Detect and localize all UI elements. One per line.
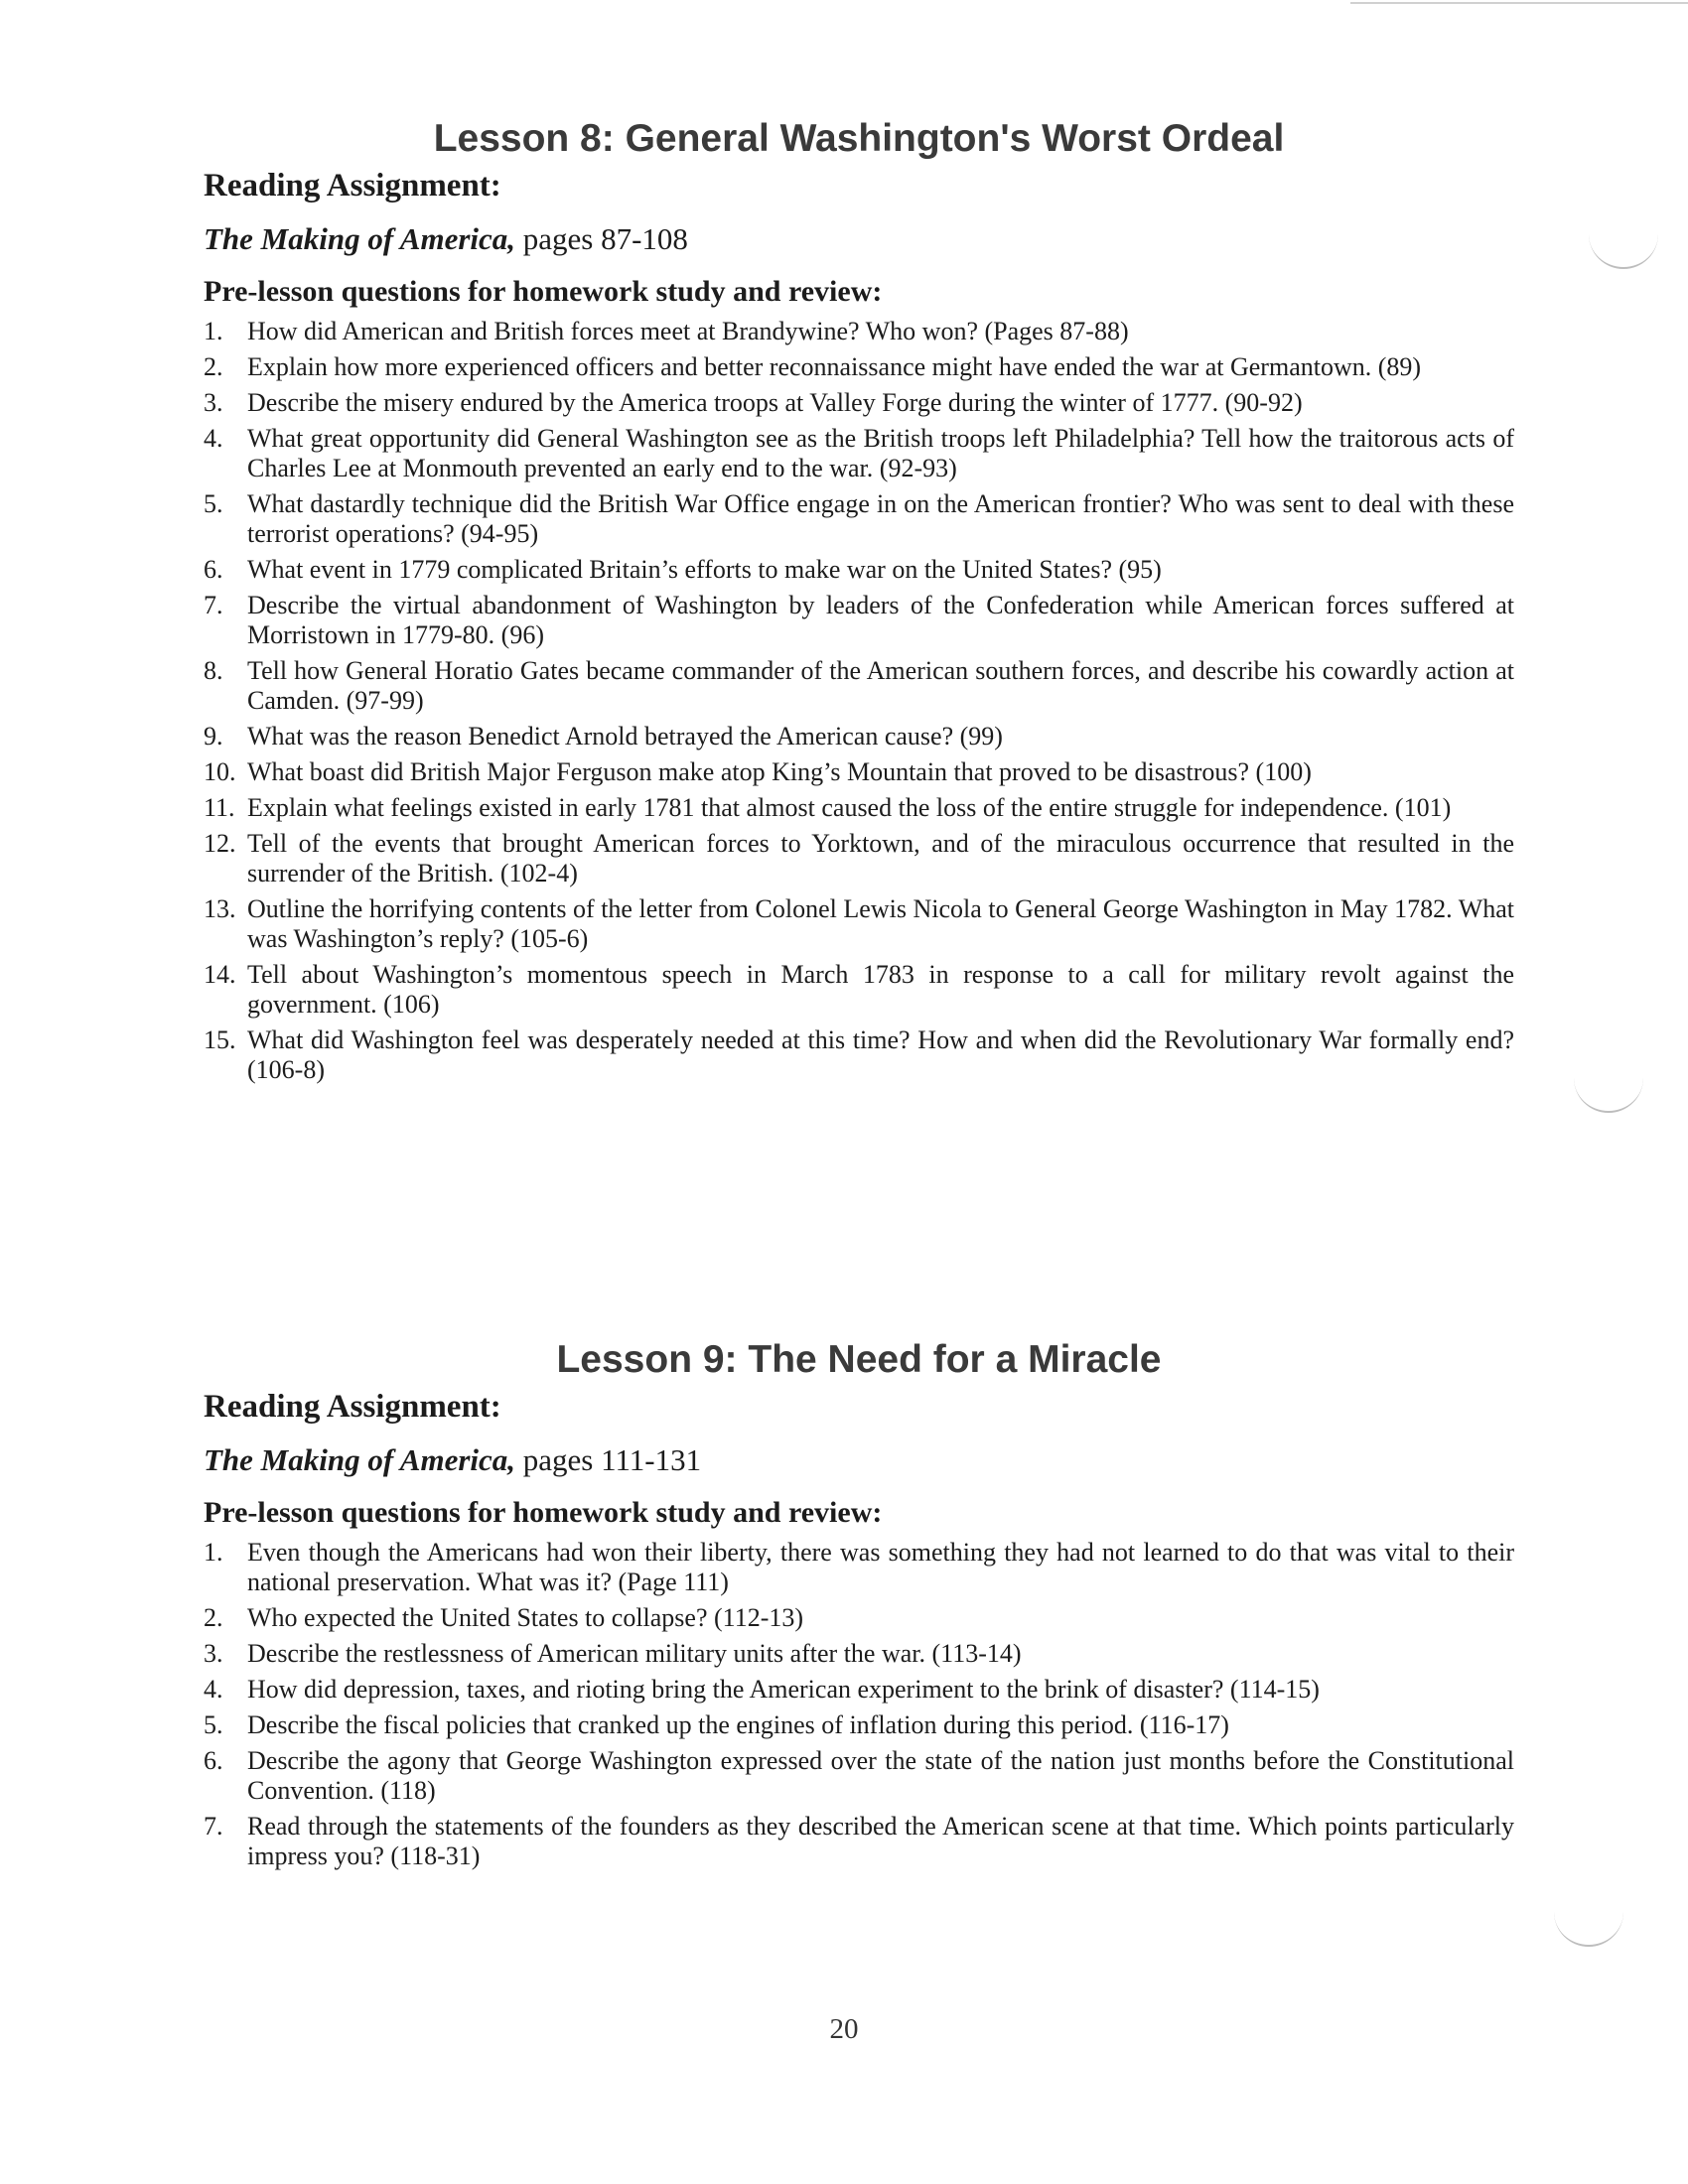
question-number: 5. — [204, 488, 223, 518]
question-item — [204, 1538, 1514, 1597]
question-number: 5. — [204, 1709, 223, 1739]
question-text: Explain how more experienced officers and better reconnaissance might have ended the war at Germantown. (89) — [247, 351, 1422, 381]
question-item — [204, 388, 1514, 418]
question-item — [204, 960, 1514, 1020]
lesson-8-section — [204, 117, 1514, 1091]
lesson-9-title: Lesson 9: The Need for a Miracle — [556, 1338, 1162, 1381]
lesson-9-reading-heading: Reading Assignment: — [204, 1388, 501, 1425]
question-number: 1. — [204, 1537, 223, 1567]
question-text: Even though the Americans had won their liberty, there was something they had not learned to do that was vital to their national preservation. What was it? (Page 111) — [247, 1537, 1514, 1596]
question-number: 8. — [204, 655, 223, 685]
question-number: 14. — [204, 959, 236, 989]
question-text: Describe the misery endured by the America troops at Valley Forge during the winter of 1777. (90-92) — [247, 387, 1303, 417]
question-item — [204, 352, 1514, 382]
question-number: 4. — [204, 1674, 223, 1704]
question-text: Tell about Washington’s momentous speech in March 1783 in response to a call for military revolt against the government. (106) — [247, 959, 1514, 1019]
question-number: 1. — [204, 316, 223, 345]
lesson-9-question-list — [204, 1538, 1514, 1871]
lesson-8-title: Lesson 8: General Washington's Worst Ordeal — [433, 117, 1285, 160]
question-text: What great opportunity did General Washington see as the British troops left Philadelphia? Tell how the traitorous acts of Charles Lee at Monmouth prevented an early end to the war. (92-93) — [247, 423, 1514, 482]
question-number: 3. — [204, 387, 223, 417]
lesson-8-prelesson-heading: Pre-lesson questions for homework study and review: — [204, 274, 883, 308]
punch-hole-bottom — [1554, 1911, 1623, 1947]
question-number: 9. — [204, 721, 223, 751]
punch-hole-middle — [1574, 1077, 1643, 1113]
question-number: 2. — [204, 1602, 223, 1632]
question-item — [204, 555, 1514, 585]
question-item — [204, 757, 1514, 787]
question-number: 6. — [204, 554, 223, 584]
question-text: Explain what feelings existed in early 1781 that almost caused the loss of the entire struggle for independence. (101) — [247, 792, 1452, 822]
punch-hole-top — [1589, 233, 1658, 269]
question-item — [204, 1746, 1514, 1806]
question-number: 7. — [204, 590, 223, 619]
question-text: What event in 1779 complicated Britain’s efforts to make war on the United States? (95) — [247, 554, 1162, 584]
question-text: How did depression, taxes, and rioting bring the American experiment to the brink of disaster? (114-15) — [247, 1674, 1320, 1704]
question-item — [204, 1812, 1514, 1871]
question-item — [204, 489, 1514, 549]
question-text: What did Washington feel was desperately needed at this time? How and when did the Revolutionary War formally end? (106-8) — [247, 1024, 1514, 1084]
question-item — [204, 656, 1514, 716]
question-text: Read through the statements of the founders as they described the American scene at that time. Which points particularly impress you? (118-31) — [247, 1811, 1514, 1870]
question-item — [204, 829, 1514, 888]
question-item — [204, 1675, 1514, 1705]
question-text: What was the reason Benedict Arnold betrayed the American cause? (99) — [247, 721, 1003, 751]
question-number: 13. — [204, 893, 236, 923]
lesson-9-section — [204, 1338, 1514, 1877]
question-item — [204, 1603, 1514, 1633]
question-text: Describe the fiscal policies that cranked up the engines of inflation during this period. (116-17) — [247, 1709, 1229, 1739]
question-text: Outline the horrifying contents of the letter from Colonel Lewis Nicola to General George Washington in May 1782. What was Washington’s reply? (105-6) — [247, 893, 1514, 953]
lesson-9-pages: pages 111-131 — [515, 1442, 702, 1478]
lesson-9-prelesson-heading: Pre-lesson questions for homework study and review: — [204, 1495, 883, 1529]
question-number: 10. — [204, 756, 236, 786]
question-item — [204, 424, 1514, 483]
question-item — [204, 722, 1514, 751]
lesson-9-reading-line — [204, 1440, 1514, 1480]
question-text: Describe the agony that George Washington expressed over the state of the nation just months before the Constitutional Convention. (118) — [247, 1745, 1514, 1805]
question-number: 3. — [204, 1638, 223, 1668]
lesson-8-book-title: The Making of America, — [204, 221, 516, 257]
question-number: 2. — [204, 351, 223, 381]
question-item — [204, 894, 1514, 954]
question-text: How did American and British forces meet at Brandywine? Who won? (Pages 87-88) — [247, 316, 1129, 345]
question-number: 12. — [204, 828, 236, 858]
question-item — [204, 793, 1514, 823]
question-number: 4. — [204, 423, 223, 453]
question-number: 15. — [204, 1024, 236, 1054]
question-item — [204, 317, 1514, 346]
question-number: 6. — [204, 1745, 223, 1775]
question-item — [204, 1710, 1514, 1740]
question-text: Who expected the United States to collapse? (112-13) — [247, 1602, 804, 1632]
lesson-8-reading-line — [204, 219, 1514, 259]
scan-edge-line — [1350, 2, 1688, 4]
lesson-8-reading-heading: Reading Assignment: — [204, 167, 501, 204]
question-number: 7. — [204, 1811, 223, 1841]
lesson-9-book-title: The Making of America, — [204, 1442, 516, 1478]
question-text: Describe the restlessness of American military units after the war. (113-14) — [247, 1638, 1022, 1668]
question-text: Describe the virtual abandonment of Washington by leaders of the Confederation while American forces suffered at Morristown in 1779-80. (96) — [247, 590, 1514, 649]
lesson-8-question-list — [204, 317, 1514, 1085]
page-number: 20 — [829, 2013, 859, 2045]
question-text: What dastardly technique did the British War Office engage in on the American frontier? Who was sent to deal with these terrorist operations? (94-95) — [247, 488, 1514, 548]
question-text: Tell of the events that brought American forces to Yorktown, and of the miraculous occurrence that resulted in the surrender of the British. (102-4) — [247, 828, 1514, 887]
question-number: 11. — [204, 792, 235, 822]
question-item — [204, 591, 1514, 650]
question-item — [204, 1639, 1514, 1669]
question-text: Tell how General Horatio Gates became commander of the American southern forces, and describe his cowardly action at Camden. (97-99) — [247, 655, 1514, 715]
lesson-8-pages: pages 87-108 — [515, 221, 688, 257]
question-item — [204, 1025, 1514, 1085]
question-text: What boast did British Major Ferguson make atop King’s Mountain that proved to be disastrous? (100) — [247, 756, 1312, 786]
